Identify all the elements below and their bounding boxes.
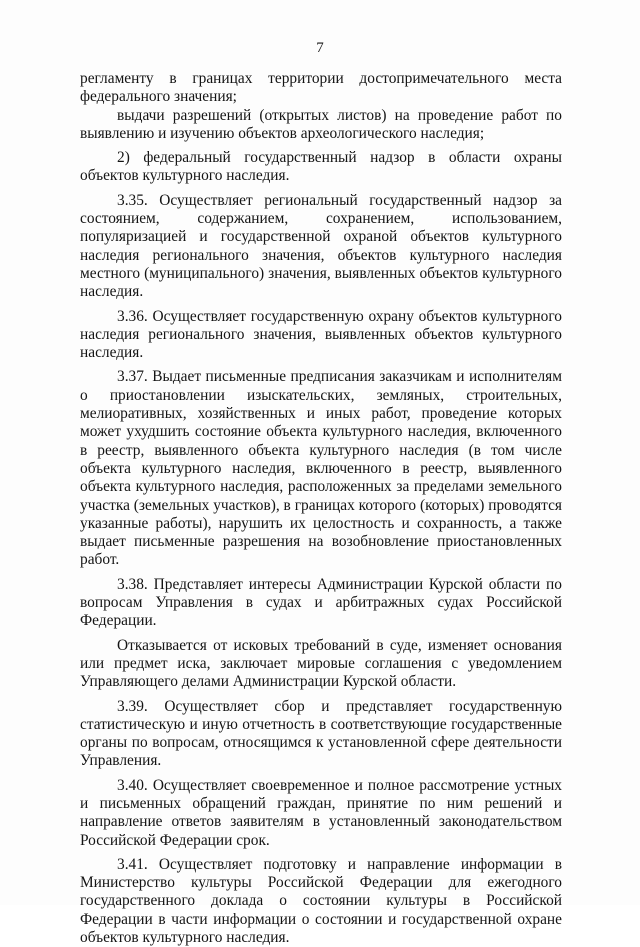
paragraph-lawsuit: Отказывается от исковых требований в суде, изменяет основания или предмет иска, заключает мировые соглашения с уведомлением Управляющего делами Администрации Курской области. bbox=[80, 636, 562, 691]
paragraph-3-37: 3.37. Выдает письменные предписания заказчикам и исполнителям о приостановлении изыскательских, земляных, строительных, мелиоративных, хозяйственных и иных работ, проведение которых может ухудшить состояние объекта культурного наследия, включенного в реестр, выявленного объекта культурного наследия (в том числе объекта культурного наследия, включенного в реестр, выявленного объекта культурного наследия, расположенных за пределами земельного участка (земельных участков), в границах которого (которых) проводятся указанные работы), нарушить их целостность и сохранность, а также выдает письменные разрешения на возобновление приостановленных работ. bbox=[80, 368, 562, 569]
paragraph-3-36: 3.36. Осуществляет государственную охрану объектов культурного наследия регионального значения, выявленных объектов культурного наследия. bbox=[80, 307, 562, 362]
paragraph-3-38: 3.38. Представляет интересы Администрации Курской области по вопросам Управления в судах и арбитражных судах Российской Федерации. bbox=[80, 575, 562, 630]
paragraph-3-40: 3.40. Осуществляет своевременное и полное рассмотрение устных и письменных обращений граждан, принятие по ним решений и направление ответов заявителям в установленный законодательством Российской Федерации срок. bbox=[80, 776, 562, 849]
paragraph-3-39: 3.39. Осуществляет сбор и представляет государственную статистическую и иную отчетность в соответствующие государственные органы по вопросам, относящимся к установленной сфере деятельности Управления. bbox=[80, 697, 562, 770]
paragraph-3-35: 3.35. Осуществляет региональный государственный надзор за состоянием, содержанием, сохранением, использованием, популяризацией и государственной охраной объектов культурного наследия регионального значения, объектов культурного наследия местного (муниципального) значения, выявленных объектов культурного наследия. bbox=[80, 191, 562, 301]
paragraph-permits: выдачи разрешений (открытых листов) на проведение работ по выявлению и изучению объектов археологического наследия; bbox=[80, 106, 562, 142]
page-number: 7 bbox=[316, 40, 324, 56]
paragraph-continuation: регламенту в границах территории достопримечательного места федерального значения; bbox=[80, 70, 562, 106]
document-body bbox=[80, 70, 562, 947]
paragraph-federal-supervision: 2) федеральный государственный надзор в области охраны объектов культурного наследия. bbox=[80, 149, 562, 185]
paragraph-3-41: 3.41. Осуществляет подготовку и направление информации в Министерство культуры Российской Федерации для ежегодного государственного доклада о состоянии культуры в Российской Федерации в части информации о состоянии и государственной охране объектов культурного наследия. bbox=[80, 855, 562, 947]
